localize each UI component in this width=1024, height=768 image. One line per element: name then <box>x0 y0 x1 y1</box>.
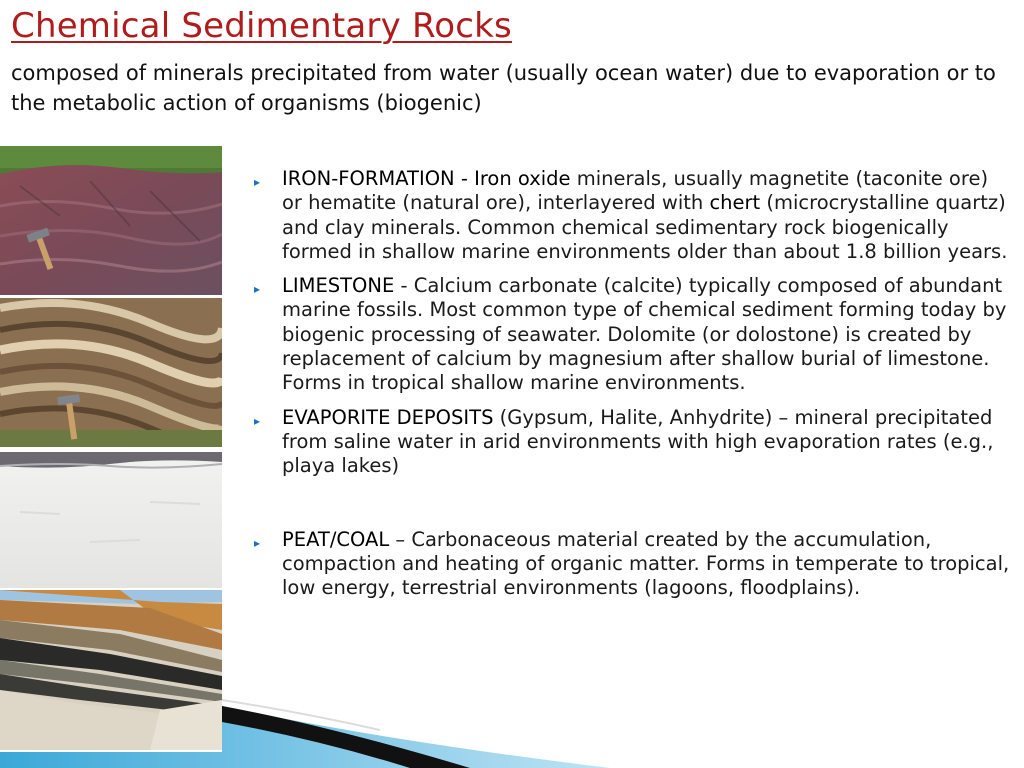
bullet-text: - Calcium carbonate (calcite) typically composed of abundant marine fossils. Most common type of chemical sediment forming today by biogenic processing of seawater. Dolomite (or dolostone) is created by replacement of calcium by magnesium after shallow burial of limestone. Forms in tropical shallow marine environments. <box>282 274 1007 395</box>
bullet-term: LIMESTONE <box>282 274 395 298</box>
bullet-term: IRON-FORMATION - Iron oxide <box>282 167 571 190</box>
bullet-term-chert: chert <box>709 191 761 215</box>
triangle-right-icon: ▸ <box>254 175 261 189</box>
bullet-text: minerals, usually magnetite (taconite ore) or hematite (natural ore), interlayered with <box>282 167 989 215</box>
triangle-right-icon: ▸ <box>254 535 261 550</box>
slide-title: Chemical Sedimentary Rocks <box>11 6 512 46</box>
bullet-term: PEAT/COAL <box>282 527 390 551</box>
bullet-term: EVAPORITE DEPOSITS <box>282 405 494 429</box>
bullet-text: (Gypsum, Halite, Anhydrite) – mineral precipitated from saline water in arid environments with high evaporation rates (e.g., playa lakes) <box>282 405 994 478</box>
slide-subtitle: composed of minerals precipitated from water (usually ocean water) due to evaporation or to the metabolic action of organisms (biogenic) <box>11 61 996 115</box>
bullet-text: (microcrystalline quartz) and clay minerals. Common chemical sedimentary rock biogenically formed in shallow marine environments older than about 1.8 billion years. <box>282 191 1008 263</box>
triangle-right-icon: ▸ <box>254 413 261 428</box>
triangle-right-icon: ▸ <box>254 282 261 297</box>
bullet-text: – Carbonaceous material created by the accumulation, compaction and heating of organic matter. Forms in temperate to tropical, low energy, terrestrial environments (lagoons, floodplains). <box>282 527 1010 600</box>
